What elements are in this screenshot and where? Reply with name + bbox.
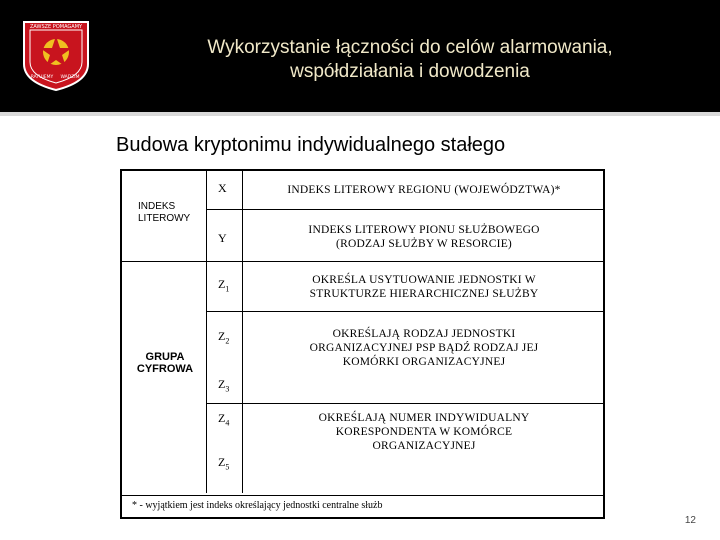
footnote: * - wyjątkiem jest indeks określający jednostki centralne służb xyxy=(132,500,383,511)
slide-subtitle: Budowa kryptonimu indywidualnego stałego xyxy=(116,134,506,156)
header-divider xyxy=(0,112,720,116)
row-description-z2-z3: OKREŚLAJĄ RODZAJ JEDNOSTKI ORGANIZACYJNEJ PSP BĄDŹ RODZAJ JEJ KOMÓRKI ORGANIZACYJNEJ xyxy=(309,328,539,368)
group-divider xyxy=(122,261,605,262)
row-description-x: INDEKS LITEROWY REGIONU (WOJEWÓDZTWA)* xyxy=(287,184,561,196)
svg-text:ZAWSZE POMAGAMY: ZAWSZE POMAGAMY xyxy=(29,24,83,30)
page-number: 12 xyxy=(684,515,696,526)
footer-divider xyxy=(122,495,605,496)
fire-service-logo xyxy=(20,18,92,92)
svg-text:RATUJEMY: RATUJEMY xyxy=(30,75,54,80)
row-divider xyxy=(206,311,605,312)
symbol-y: Y xyxy=(218,231,227,245)
svg-text:WADZIM: WADZIM xyxy=(60,75,80,80)
group-label-letter: INDEKS LITEROWY xyxy=(138,201,191,224)
symbol-x: X xyxy=(218,181,227,195)
symbol-z5: $Z_5$ xyxy=(218,455,230,472)
symbol-z1: $Z_1$ xyxy=(218,277,230,294)
column-divider xyxy=(206,171,207,493)
group-label-digits: GRUPA CYFROWA xyxy=(136,351,194,375)
symbol-z3: $Z_3$ xyxy=(218,377,230,394)
column-divider xyxy=(242,171,243,493)
page-title: Wykorzystanie łączności do celów alarmowania, współdziałania i dowodzenia xyxy=(207,37,613,82)
header-bar xyxy=(0,0,720,112)
row-description-y: INDEKS LITEROWY PIONU SŁUŻBOWEGO (RODZAJ SŁUŻBY W RESORCIE) xyxy=(308,224,540,250)
symbol-z4: $Z_4$ xyxy=(218,411,230,428)
row-divider xyxy=(206,403,605,404)
row-description-z4-z5: OKREŚLAJĄ NUMER INDYWIDUALNY KORESPONDENTA W KOMÓRCE ORGANIZACYJNEJ xyxy=(318,412,530,452)
row-divider xyxy=(206,209,605,210)
cryptonym-diagram xyxy=(120,169,605,519)
row-description-z1: OKREŚLA USYTUOWANIE JEDNOSTKI W STRUKTURZE HIERARCHICZNEJ SŁUŻBY xyxy=(309,274,539,300)
symbol-z2: $Z_2$ xyxy=(218,329,230,346)
